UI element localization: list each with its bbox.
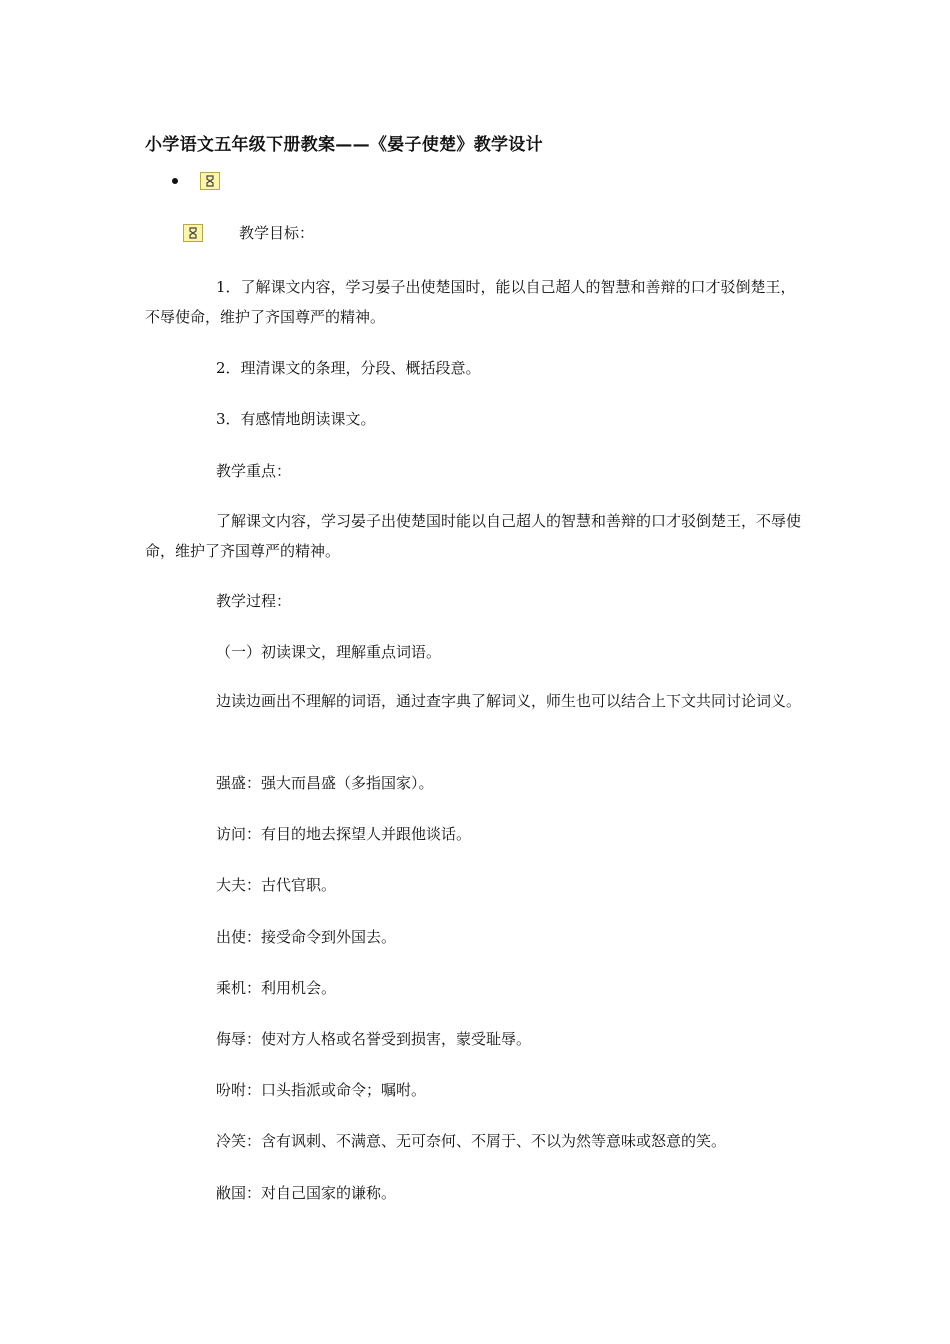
objective-3: 3．有感情地朗读课文。 <box>216 410 376 428</box>
broken-image-icon <box>183 224 203 242</box>
document-title: 小学语文五年级下册教案——《晏子使楚》教学设计 <box>145 135 543 155</box>
step-1-heading: （一）初读课文，理解重点词语。 <box>216 643 442 661</box>
glossary-item: 吩咐：口头指派或命令；嘱咐。 <box>216 1081 427 1099</box>
glossary-item: 乘机：利用机会。 <box>216 979 337 997</box>
objective-2: 2．理清课文的条理，分段、概括段意。 <box>216 359 481 377</box>
bullet-list-item <box>172 170 220 192</box>
glossary-item: 侮辱：使对方人格或名誉受到损害，蒙受耻辱。 <box>216 1030 532 1048</box>
step-1-text: 边读边画出不理解的词语，通过查字典了解词义，师生也可以结合上下文共同讨论词义。 <box>216 692 802 710</box>
glossary-item: 强盛：强大而昌盛（多指国家）。 <box>216 774 434 792</box>
glossary-item: 冷笑：含有讽刺、不满意、无可奈何、不屑于、不以为然等意味或怒意的笑。 <box>216 1132 727 1150</box>
process-heading: 教学过程： <box>216 592 292 610</box>
glossary-item: 大夫：古代官职。 <box>216 876 337 894</box>
objectives-heading-row <box>183 222 314 243</box>
glossary-item: 访问：有目的地去探望人并跟他谈话。 <box>216 825 472 843</box>
glossary-item: 敝国：对自己国家的谦称。 <box>216 1184 397 1202</box>
broken-image-icon <box>200 172 220 190</box>
objectives-heading: 教学目标： <box>239 224 315 242</box>
focus-text: 了解课文内容，学习晏子出使楚国时能以自己超人的智慧和善辩的口才驳倒楚王，不辱使命，维护了齐国尊严的精神。 <box>145 512 802 560</box>
glossary-item: 出使：接受命令到外国去。 <box>216 928 397 946</box>
bullet-dot <box>172 178 178 184</box>
objective-1: 1．了解课文内容，学习晏子出使楚国时，能以自己超人的智慧和善辩的口才驳倒楚王，不辱使命，维护了齐国尊严的精神。 <box>145 278 796 326</box>
focus-heading: 教学重点： <box>216 462 292 480</box>
